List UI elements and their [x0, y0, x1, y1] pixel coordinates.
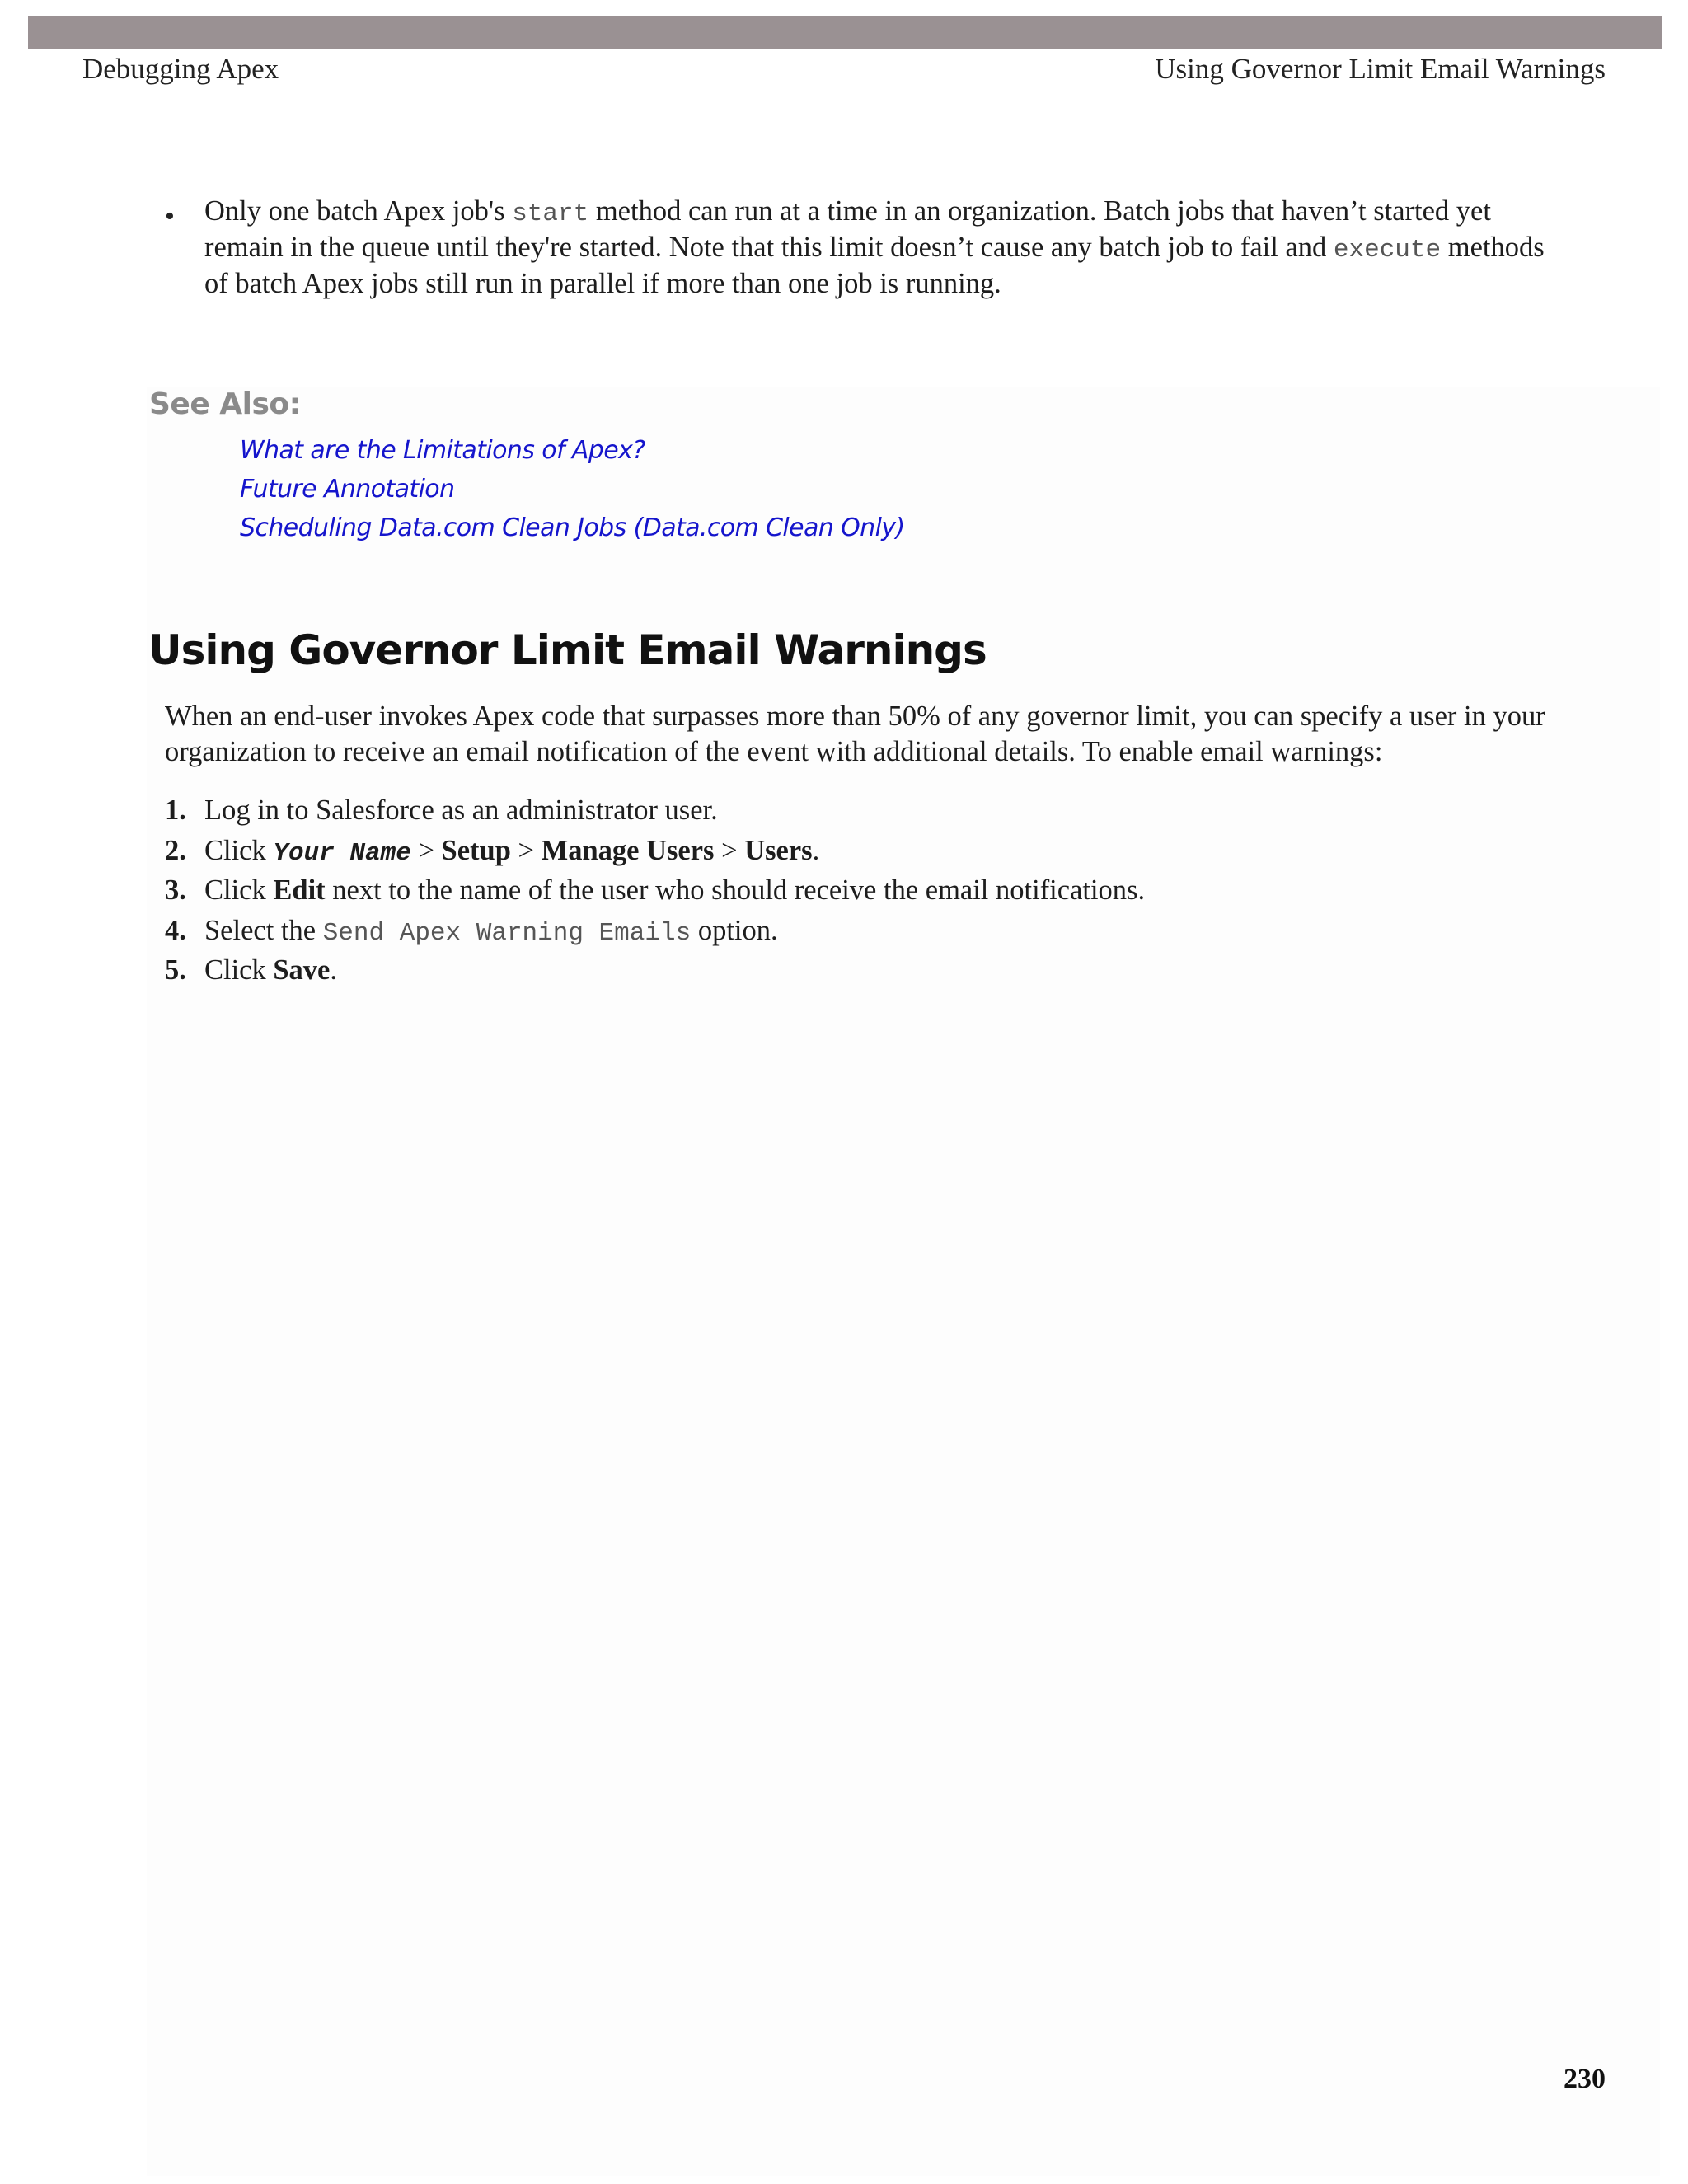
bullet-marker: •	[165, 201, 175, 232]
see-also-links	[240, 431, 905, 547]
steps-list	[165, 790, 1145, 991]
separator: >	[410, 834, 442, 866]
step-number: 4.	[165, 914, 186, 946]
step-5	[165, 950, 1145, 991]
step-text: Click	[204, 954, 274, 986]
step-text: Click	[204, 874, 274, 906]
section-intro: When an end-user invokes Apex code that surpasses more than 50% of any governor limit, you can specify a user in your organization to receive an email notification of the event with additional details. To enable email warnings:	[165, 701, 1545, 767]
step-end: .	[812, 834, 820, 866]
step-text: next to the name of the user who should receive the email notifications.	[325, 874, 1146, 906]
code-send-apex-warning-emails: Send Apex Warning Emails	[322, 918, 692, 948]
step-3	[165, 870, 1145, 911]
step-number: 1.	[165, 794, 186, 826]
code-execute: execute	[1333, 236, 1442, 265]
step-number: 5.	[165, 954, 186, 986]
link-future-annotation[interactable]: Future Annotation	[240, 475, 455, 504]
note-text-2: method can run at a time in an organization. Batch jobs that haven’t started yet remain in the queue until they're started. Note that this limit doesn’t cause any batch job to fail and	[204, 195, 1491, 263]
running-head-chapter: Debugging Apex	[82, 53, 279, 85]
step-number: 3.	[165, 874, 186, 906]
link-limitations-of-apex[interactable]: What are the Limitations of Apex?	[240, 436, 645, 465]
menu-users: Users	[744, 834, 813, 866]
step-text: Log in to Salesforce as an administrator user.	[204, 794, 718, 826]
header-bar	[28, 16, 1662, 49]
section-heading: Using Governor Limit Email Warnings	[148, 626, 987, 674]
step-4	[165, 911, 1145, 951]
save-label: Save	[273, 954, 331, 986]
batch-limit-note	[204, 194, 1556, 301]
step-number: 2.	[165, 834, 186, 866]
step-2	[165, 831, 1145, 871]
separator: >	[510, 834, 542, 866]
see-also-title: See Also:	[149, 387, 301, 421]
code-start: start	[512, 199, 589, 228]
step-end: .	[330, 954, 337, 986]
step-text: option.	[691, 914, 778, 946]
step-text: Select the	[204, 914, 323, 946]
link-scheduling-clean-jobs[interactable]: Scheduling Data.com Clean Jobs (Data.com Clean Only)	[240, 513, 905, 542]
step-text: Click	[204, 834, 274, 866]
step-1	[165, 790, 1145, 831]
note-text-1: Only one batch Apex job's	[204, 195, 513, 227]
menu-manage-users: Manage Users	[541, 834, 715, 866]
menu-setup: Setup	[441, 834, 511, 866]
note-text-3: methods of batch Apex jobs still run in parallel if more than one job is running.	[204, 232, 1545, 299]
page-number: 230	[1564, 2064, 1606, 2094]
running-head-section: Using Governor Limit Email Warnings	[1155, 53, 1606, 85]
code-your-name: Your Name	[273, 838, 411, 868]
separator: >	[714, 834, 745, 866]
edit-label: Edit	[273, 874, 326, 906]
